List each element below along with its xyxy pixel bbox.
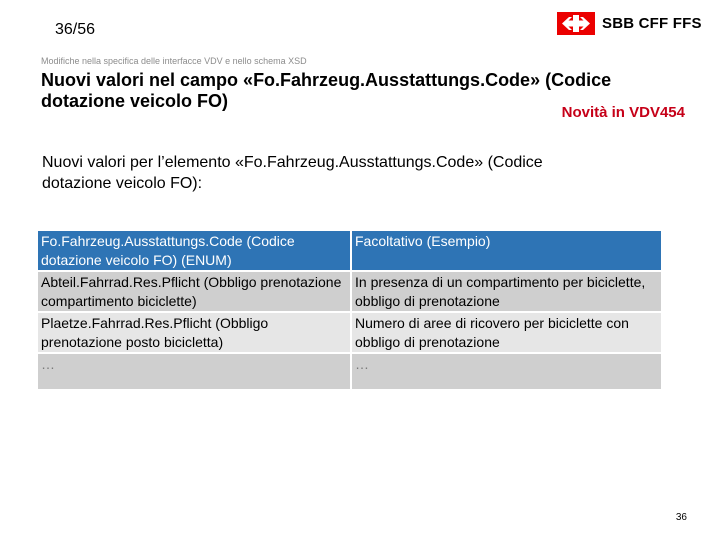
page-counter: 36/56 xyxy=(55,21,96,38)
sbb-arrow-cross-icon xyxy=(557,12,595,35)
section-subtitle: Modifiche nella specifica delle interfacce VDV e nello schema XSD xyxy=(41,56,307,66)
table-cell-code: Plaetze.Fahrrad.Res.Pflicht (Obbligo prenotazione posto bicicletta) xyxy=(37,312,351,353)
table-row xyxy=(37,312,662,353)
enum-values-table xyxy=(36,229,663,391)
novelty-badge: Novità in VDV454 xyxy=(561,104,685,121)
column-header-code: Fo.Fahrzeug.Ausstattungs.Code (Codice dotazione veicolo FO) (ENUM) xyxy=(37,230,351,271)
table-row xyxy=(37,271,662,312)
table-cell-code: Abteil.Fahrrad.Res.Pflicht (Obbligo prenotazione compartimento biciclette) xyxy=(37,271,351,312)
intro-text: Nuovi valori per l’elemento «Fo.Fahrzeug.Ausstattungs.Code» (Codice dotazione veicolo FO): xyxy=(42,154,543,192)
table-header-row xyxy=(37,230,662,271)
table-cell-example: Numero di aree di ricovero per biciclette con obbligo di prenotazione xyxy=(351,312,662,353)
logo-text: SBB CFF FFS xyxy=(602,15,702,32)
table-cell-ellipsis: … xyxy=(351,353,662,390)
page-title: Nuovi valori nel campo «Fo.Fahrzeug.Ausstattungs.Code» (Codice dotazione veicolo FO) xyxy=(41,70,612,111)
table-cell-ellipsis: … xyxy=(37,353,351,390)
table-cell-example: In presenza di un compartimento per biciclette, obbligo di prenotazione xyxy=(351,271,662,312)
table-row xyxy=(37,353,662,390)
page-number: 36 xyxy=(675,512,687,523)
column-header-optional: Facoltativo (Esempio) xyxy=(351,230,662,271)
sbb-logo xyxy=(557,12,702,35)
